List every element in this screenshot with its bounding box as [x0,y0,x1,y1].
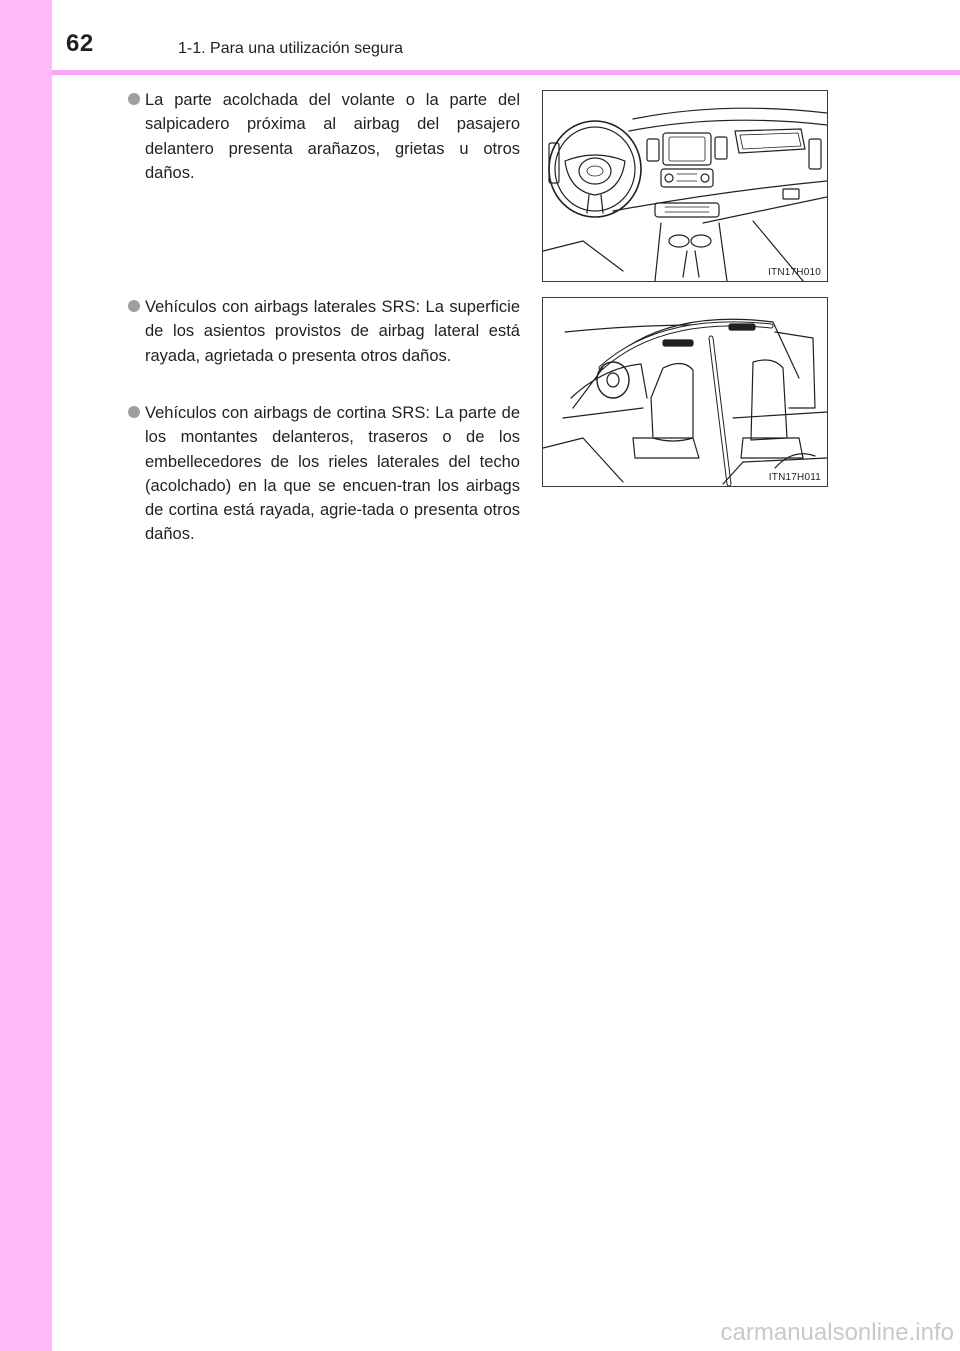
bullet-item-3 [128,401,520,547]
watermark: carmanualsonline.info [720,1319,954,1346]
figure-code: ITN17H011 [768,472,821,483]
figure-interior [542,297,828,487]
figure-dashboard [542,90,828,282]
bullet-dot-icon [128,406,140,418]
bullet-text: Vehículos con airbags laterales SRS: La superficie de los asientos provistos de airbag lateral está rayada, agrietada o presenta otros daños. [145,298,520,365]
bullet-dot-icon [128,93,140,105]
section-title: 1-1. Para una utilización segura [178,40,404,57]
page-side-tab [0,0,52,1351]
dashboard-illustration-icon [543,91,827,281]
bullet-dot-icon [128,300,140,312]
bullet-text: La parte acolchada del volante o la parte del salpicadero próxima al airbag del pasajero delantero presenta arañazos, grietas u otros daños. [145,91,520,182]
bullet-text: Vehículos con airbags de cortina SRS: La parte de los montantes delanteros, traseros o de los embellecedores de los rieles laterales del techo (acolchado) en la que se encuen-tran los airbags de cortina está rayada, agrie-tada o presenta otros daños. [145,404,520,544]
bullet-item-1 [128,88,520,185]
bullet-item-2 [128,295,520,368]
figure-code: ITN17H010 [768,267,821,278]
car-interior-curtain-airbag-illustration-icon [543,298,827,486]
page-number: 62 [66,30,94,57]
header-rule [52,70,960,75]
